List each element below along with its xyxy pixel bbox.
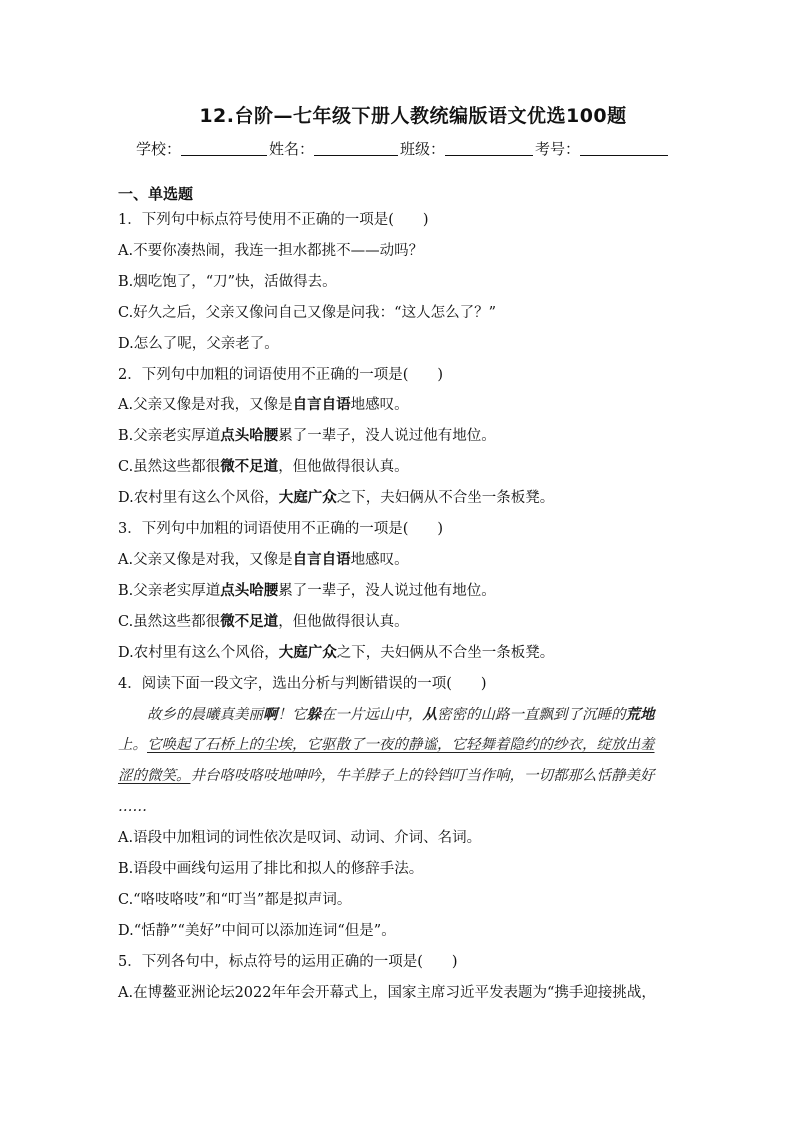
q4-passage-line-3 <box>118 761 688 792</box>
passage-text: 密密的山路一直飘到了沉睡的 <box>437 706 626 723</box>
q4-stem: 4．阅读下面一段文字，选出分析与判断错误的一项( ) <box>118 675 487 692</box>
q2-option-a <box>118 390 688 421</box>
q3-b-bold-word: 点头哈腰 <box>220 581 279 599</box>
q3-d-text-end: 之下，夫妇俩从不合坐一条板凳。 <box>336 644 555 661</box>
q2-option-c <box>118 452 688 483</box>
q1-stem: 1．下列句中标点符号使用不正确的一项是( ) <box>118 212 429 228</box>
passage-text: 井台咯吱咯吱地呻吟，牛羊脖子上的铃铛叮当作响，一切都那么恬静美好 <box>190 768 655 785</box>
q2-option-d <box>118 483 688 514</box>
q2-b-text: B.父亲老实厚道 <box>118 428 221 445</box>
q3-b-text-end: 累了一辈子，没人说过他有地位。 <box>278 582 496 599</box>
q3-option-d <box>118 638 688 669</box>
q2-a-text: A.父亲又像是对我，又像是 <box>118 397 293 414</box>
q3-a-text-end: 地感叹。 <box>350 551 409 568</box>
passage-bold-word: 从 <box>422 705 437 723</box>
q2-c-text: C.虽然这些都很 <box>118 459 221 476</box>
passage-bold-word: 荒地 <box>625 705 655 723</box>
q1-option-c: C.好久之后，父亲又像问自己又像是问我：“这人怎么了？” <box>118 304 497 321</box>
class-label: 班级： <box>400 140 446 158</box>
section-heading: 一、单选题 <box>118 185 194 203</box>
q4-passage-line-4: …… <box>118 799 147 816</box>
q4-option-c: C.“咯吱咯吱”和“叮当”都是拟声词。 <box>118 891 352 908</box>
document-title: 12.台阶—七年级下册人教统编版语文优选100题 <box>199 105 627 127</box>
q2-d-bold-word: 大庭广众 <box>278 489 337 507</box>
q1-option-a: A.不要你凑热闹，我连一担水都挑不——动吗？ <box>118 242 424 259</box>
q3-b-text: B.父亲老实厚道 <box>118 582 221 599</box>
exam-number-blank[interactable] <box>580 140 668 156</box>
student-info-line <box>118 138 688 160</box>
school-blank[interactable] <box>181 140 267 156</box>
passage-text: 上。 <box>118 737 147 754</box>
q4-passage-line-1 <box>118 700 688 731</box>
passage-bold-word: 啊 <box>263 705 278 723</box>
passage-text: 故乡的晨曦真美丽 <box>147 706 263 723</box>
q2-a-bold-word: 自言自语 <box>292 396 351 414</box>
passage-underlined-text: 涩的微笑。 <box>118 768 191 785</box>
name-field <box>269 138 400 160</box>
q2-b-bold-word: 点头哈腰 <box>220 427 279 445</box>
q1-option-d: D.怎么了呢，父亲老了。 <box>118 335 279 352</box>
passage-text: 在一片远山中， <box>321 706 423 723</box>
q3-stem: 3．下列句中加粗的词语使用不正确的一项是( ) <box>118 521 444 538</box>
q4-option-d: D.“恬静”“美好”中间可以添加连词“但是”。 <box>118 922 396 939</box>
passage-bold-word: 躲 <box>306 705 321 723</box>
q2-d-text: D.农村里有这么个风俗， <box>118 490 279 507</box>
school-field <box>136 138 269 160</box>
q3-d-bold-word: 大庭广众 <box>278 643 337 661</box>
q3-option-a <box>118 545 688 576</box>
q5-stem: 5．下列各句中，标点符号的运用正确的一项是( ) <box>118 953 458 970</box>
q1-option-b: B.烟吃饱了，“刀”快，活做得去。 <box>118 273 337 290</box>
exam-number-label: 考号： <box>535 140 581 158</box>
q3-d-text: D.农村里有这么个风俗， <box>118 644 279 661</box>
q3-a-bold-word: 自言自语 <box>292 550 351 568</box>
q3-c-text-end: ，但他做得很认真。 <box>278 613 409 630</box>
class-field <box>400 138 535 160</box>
school-label: 学校： <box>135 140 181 158</box>
name-label: 姓名： <box>268 140 314 158</box>
q2-c-bold-word: 微不足道 <box>220 458 279 476</box>
q2-d-text-end: 之下，夫妇俩从不合坐一条板凳。 <box>336 490 555 507</box>
q4-passage-line-2 <box>118 730 688 761</box>
q3-c-text: C.虽然这些都很 <box>118 613 221 630</box>
q4-option-b: B.语段中画线句运用了排比和拟人的修辞手法。 <box>118 861 424 878</box>
q5-option-a: A.在博鳌亚洲论坛2022年年会开幕式上，国家主席习近平发表题为“携手迎接挑战， <box>118 984 656 1001</box>
q2-option-b <box>118 421 688 452</box>
exam-number-field <box>535 138 670 160</box>
q3-c-bold-word: 微不足道 <box>220 612 279 630</box>
q2-stem: 2．下列句中加粗的词语使用不正确的一项是( ) <box>118 366 444 383</box>
q3-option-c <box>118 607 688 638</box>
class-blank[interactable] <box>445 140 533 156</box>
q2-b-text-end: 累了一辈子，没人说过他有地位。 <box>278 428 496 445</box>
name-blank[interactable] <box>314 140 398 156</box>
q4-option-a: A.语段中加粗词的词性依次是叹词、动词、介词、名词。 <box>118 830 482 847</box>
q3-option-b <box>118 576 688 607</box>
q2-a-text-end: 地感叹。 <box>350 397 409 414</box>
passage-underlined-text: 它唤起了石桥上的尘埃，它驱散了一夜的静谧，它轻舞着隐约的纱衣，绽放出羞 <box>147 737 655 754</box>
q2-c-text-end: ，但他做得很认真。 <box>278 459 409 476</box>
passage-text: ！它 <box>277 706 307 723</box>
q3-a-text: A.父亲又像是对我，又像是 <box>118 551 293 568</box>
